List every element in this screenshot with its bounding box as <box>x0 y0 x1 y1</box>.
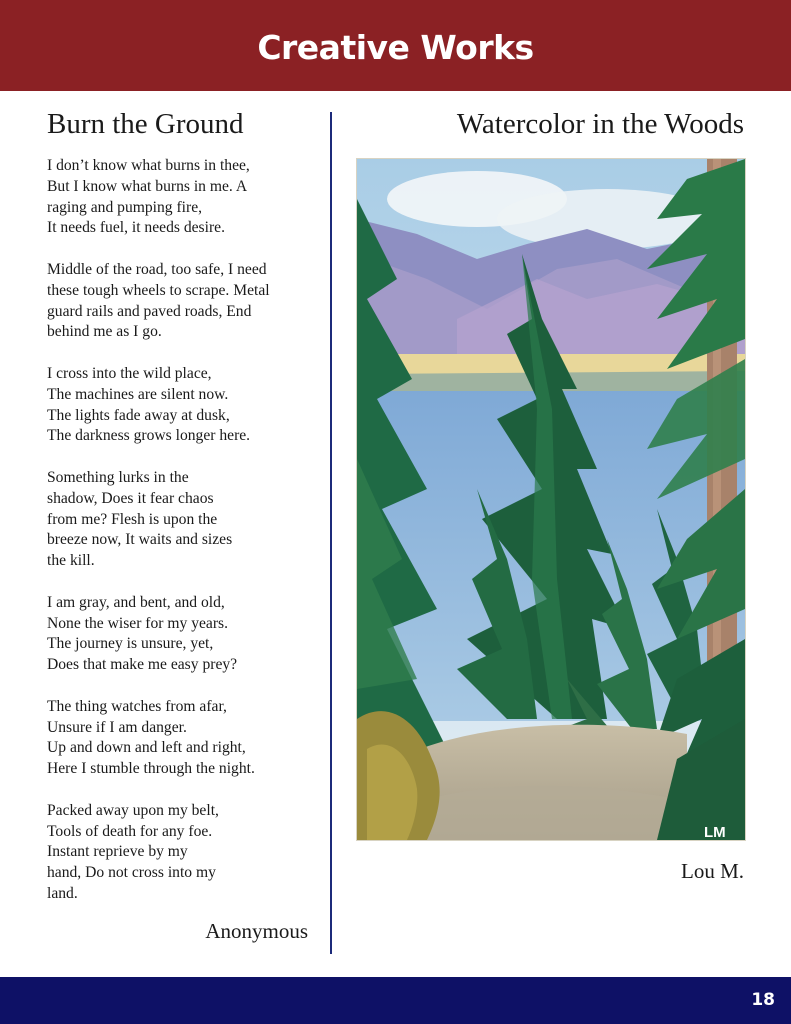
poem-line: Something lurks in the <box>47 468 189 486</box>
page-footer <box>0 977 791 1024</box>
poem-line: Packed away upon my belt, <box>47 801 219 819</box>
poem-title: Burn the Ground <box>47 108 244 140</box>
poem-line: breeze now, It waits and sizes <box>47 531 233 549</box>
poem-line: behind me as I go. <box>47 323 162 341</box>
poem-line: I am gray, and bent, and old, <box>47 593 225 611</box>
poem-line: I don’t know what burns in thee, <box>47 157 250 174</box>
poem-stanza <box>47 260 317 343</box>
poem-body <box>47 156 317 925</box>
poem-author: Anonymous <box>205 919 308 943</box>
poem-line: Here I stumble through the night. <box>47 760 255 778</box>
poem-line: Tools of death for any foe. <box>47 822 213 840</box>
poem-line: The thing watches from afar, <box>47 697 227 715</box>
poem-stanza <box>47 697 317 780</box>
page-header <box>0 0 791 91</box>
poem-line: guard rails and paved roads, End <box>47 302 252 320</box>
poem-stanza <box>47 593 317 676</box>
poem-line: the kill. <box>47 552 95 570</box>
poem-line: It needs fuel, it needs desire. <box>47 219 225 237</box>
poem-line: Instant reprieve by my <box>47 843 188 861</box>
poem-line: The machines are silent now. <box>47 385 229 403</box>
watercolor-painting <box>356 158 746 841</box>
poem-stanza <box>47 801 317 905</box>
poem-line: hand, Do not cross into my <box>47 864 216 882</box>
poem-line: shadow, Does it fear chaos <box>47 489 214 507</box>
poem-line: None the wiser for my years. <box>47 614 229 632</box>
artwork-credit: Lou M. <box>681 859 744 883</box>
poem-line: But I know what burns in me. A <box>47 177 248 195</box>
poem-line: Middle of the road, too safe, I need <box>47 260 267 278</box>
poem-line: Up and down and left and right, <box>47 739 246 757</box>
poem-line: from me? Flesh is upon the <box>47 510 218 528</box>
artwork-title: Watercolor in the Woods <box>456 108 744 140</box>
poem-line: The journey is unsure, yet, <box>47 635 214 653</box>
poem-stanza <box>47 468 317 572</box>
poem-stanza <box>47 156 317 239</box>
poem-stanza <box>47 364 317 447</box>
column-divider <box>330 112 332 954</box>
page-number: 18 <box>751 990 775 1010</box>
poem-line: The darkness grows longer here. <box>47 427 251 445</box>
poem-line: Unsure if I am danger. <box>47 718 187 736</box>
poem-line: these tough wheels to scrape. Metal <box>47 281 270 299</box>
artist-signature: LM <box>704 824 726 840</box>
poem-line: The lights fade away at dusk, <box>47 406 230 424</box>
poem-line: land. <box>47 884 78 902</box>
poem-line: raging and pumping fire, <box>47 198 203 216</box>
poem-line: Does that make me easy prey? <box>47 656 238 674</box>
section-title: Creative Works <box>257 28 534 67</box>
poem-line: I cross into the wild place, <box>47 364 212 382</box>
